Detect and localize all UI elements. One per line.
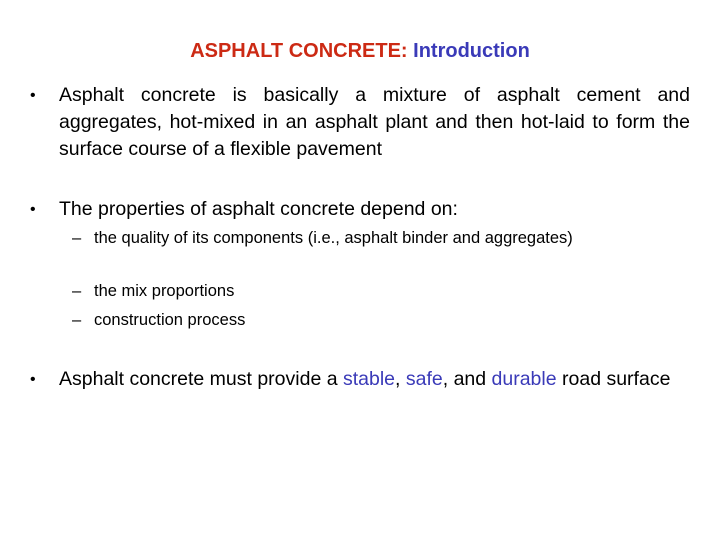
- sub-item-text: construction process: [94, 311, 246, 329]
- separator: ,: [395, 368, 401, 390]
- keyword-durable: durable: [491, 368, 557, 390]
- sub-item-text: the quality of its components (i.e., asphalt binder and aggregates): [94, 229, 573, 247]
- sub-item-proportions: [72, 280, 684, 303]
- keyword-safe: safe: [405, 368, 443, 390]
- keyword-stable: stable: [342, 368, 396, 390]
- sub-item-quality: [72, 227, 684, 250]
- slide-title: [0, 38, 720, 64]
- bullet-requirements: [30, 366, 690, 393]
- bullet-properties: [30, 196, 690, 223]
- title-subtitle: Introduction: [413, 40, 530, 62]
- bullet-text: [59, 366, 690, 393]
- bullet-marker: •: [30, 371, 36, 388]
- bullet-text: Asphalt concrete is basically a mixture of asphalt cement and aggregates, hot-mixed in an asphalt plant and then hot-laid to form the surface course of a flexible pavement: [59, 84, 690, 160]
- dash-marker: –: [72, 311, 82, 329]
- bullet-text: The properties of asphalt concrete depend on:: [59, 198, 458, 220]
- bullet-marker: •: [30, 201, 36, 218]
- separator: , and: [442, 368, 487, 390]
- dash-marker: –: [72, 282, 82, 300]
- requirement-suffix: road surface: [562, 368, 671, 390]
- title-main: ASPHALT CONCRETE:: [190, 40, 408, 62]
- dash-marker: –: [72, 229, 82, 247]
- requirement-prefix: Asphalt concrete must provide a: [59, 368, 338, 390]
- bullet-marker: •: [30, 87, 36, 104]
- sub-item-text: the mix proportions: [94, 282, 235, 300]
- sub-item-construction: [72, 309, 684, 332]
- bullet-definition: [30, 82, 690, 163]
